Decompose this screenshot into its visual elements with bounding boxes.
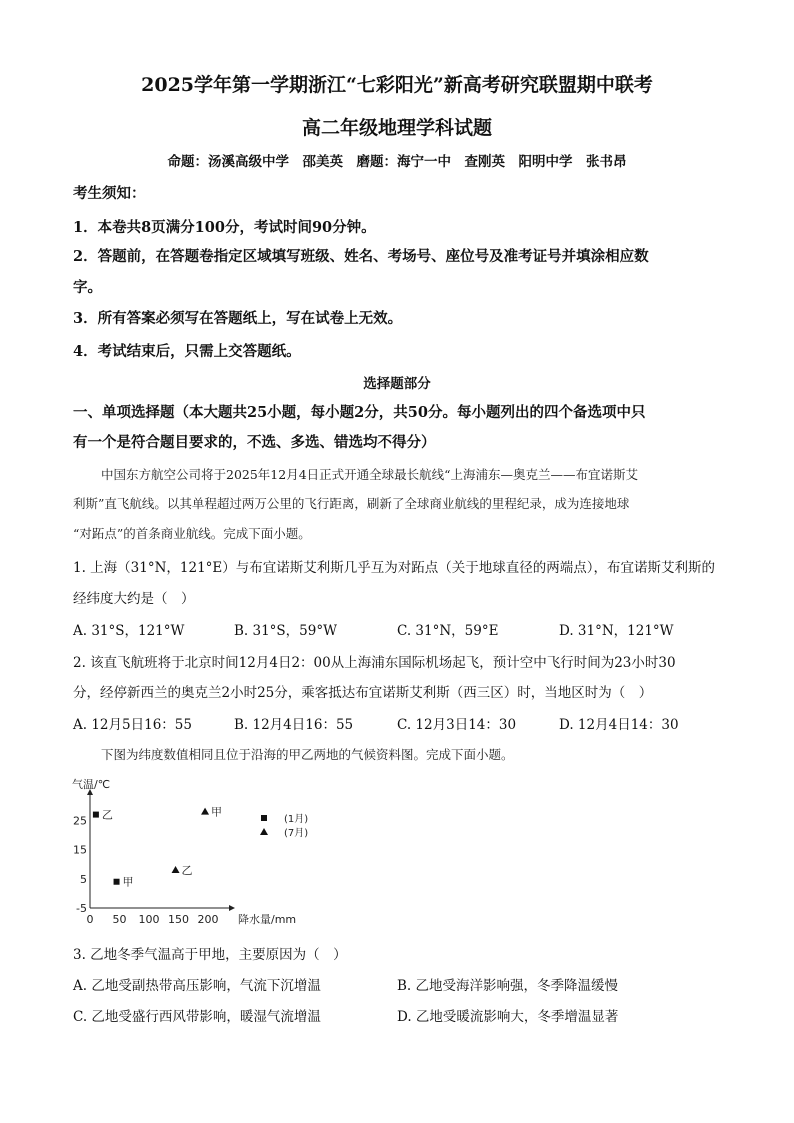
point-square [93,812,99,818]
section-heading: 有一个是符合题目要求的，不选、多选、错选均不得分） [73,434,436,451]
legend-label: (7月) [284,828,309,839]
option-d: D. 31°N，121°W [559,623,674,639]
point-label: 甲 [211,805,223,819]
option-c: C. 12月3日14：30 [397,717,517,733]
section-heading: 一、单项选择题（本大题共25小题，每小题2分，共50分。每小题列出的四个备选项中只 [73,404,646,421]
option-a: A. 31°S，121°W [73,623,185,639]
x-tick-label: 50 [112,913,127,926]
option-b: B. 12月4日16：55 [234,717,354,733]
notice-item: 1．本卷共8页满分100分，考试时间90分钟。 [73,219,376,236]
passage-text: “对跖点”的首条商业航线。完成下面小题。 [73,526,311,541]
option-d: D. 乙地受暖流影响大，冬季增温显著 [397,1009,619,1025]
option-c: C. 31°N，59°E [397,623,499,639]
y-tick-label: 5 [80,872,87,886]
option-b: B. 31°S，59°W [234,623,337,639]
y-tick-label: -5 [76,902,87,915]
x-tick-label: 100 [138,913,160,926]
question-stem: 2. 该直飞航班将于北京时间12月4日2：00从上海浦东国际机场起飞，预计空中飞行时间为23小时30 [73,655,676,671]
notice-item: 字。 [73,279,102,296]
question-stem: 3. 乙地冬季气温高于甲地，主要原因为（ ） [73,947,347,963]
x-tick-label: 150 [168,913,189,926]
y-tick-label: 15 [73,843,87,857]
exam-subtitle: 高二年级地理学科试题 [301,117,492,139]
climate-scatter-chart [70,770,330,932]
y-tick-label: 25 [73,814,87,828]
option-d: D. 12月4日14：30 [559,717,679,733]
passage-text: 中国东方航空公司将于2025年12月4日正式开通全球最长航线“上海浦东—奥克兰——布宜诺斯艾 [101,467,639,482]
point-triangle [201,808,209,815]
point-label: 乙 [101,808,113,822]
passage-text: 下图为纬度数值相同且位于沿海的甲乙两地的气候资料图。完成下面小题。 [101,747,514,762]
option-a: A. 乙地受副热带高压影响，气流下沉增温 [73,978,321,994]
notice-heading: 考生须知： [73,185,146,202]
notice-item: 2．答题前，在答题卷指定区域填写班级、姓名、考场号、座位号及准考证号并填涂相应数 [73,248,649,265]
x-tick-label: 200 [197,913,219,926]
exam-title: 2025学年第一学期浙江“七彩阳光”新高考研究联盟期中联考 [141,74,653,96]
notice-item: 3．所有答案必须写在答题纸上，写在试卷上无效。 [73,310,403,327]
legend-marker-triangle [260,828,268,835]
legend-label: (1月) [284,814,309,825]
option-c: C. 乙地受盛行西风带影响，暖湿气流增温 [73,1009,321,1025]
point-label: 甲 [122,875,134,889]
y-axis-label: 气温/℃ [72,778,111,791]
legend-marker-square [261,815,267,821]
point-triangle [172,866,180,873]
question-stem: 经纬度大约是（ ） [73,591,195,607]
option-b: B. 乙地受海洋影响强，冬季降温缓慢 [397,978,619,994]
part-title: 选择题部分 [363,376,431,392]
x-tick-label: 0 [86,913,94,926]
question-stem: 1. 上海（31°N，121°E）与布宜诺斯艾利斯几乎互为对跖点（关于地球直径的两端点），布宜诺斯艾利斯的 [73,560,716,576]
question-stem: 分，经停新西兰的奥克兰2小时25分，乘客抵达布宜诺斯艾利斯（西三区）时，当地区时为（ ） [73,685,653,701]
point-label: 乙 [181,864,193,878]
option-a: A. 12月5日16：55 [73,717,192,733]
x-axis-label: 降水量/mm [238,913,297,926]
passage-text: 利斯”直飞航线。以其单程超过两万公里的飞行距离，刷新了全球商业航线的里程纪录，成为连接地球 [73,496,630,511]
point-square [114,879,120,885]
notice-item: 4．考试结束后，只需上交答题纸。 [73,343,301,360]
authors-line: 命题：汤溪高级中学 邵美英 磨题：海宁一中 查刚英 阳明中学 张书昂 [167,154,627,170]
